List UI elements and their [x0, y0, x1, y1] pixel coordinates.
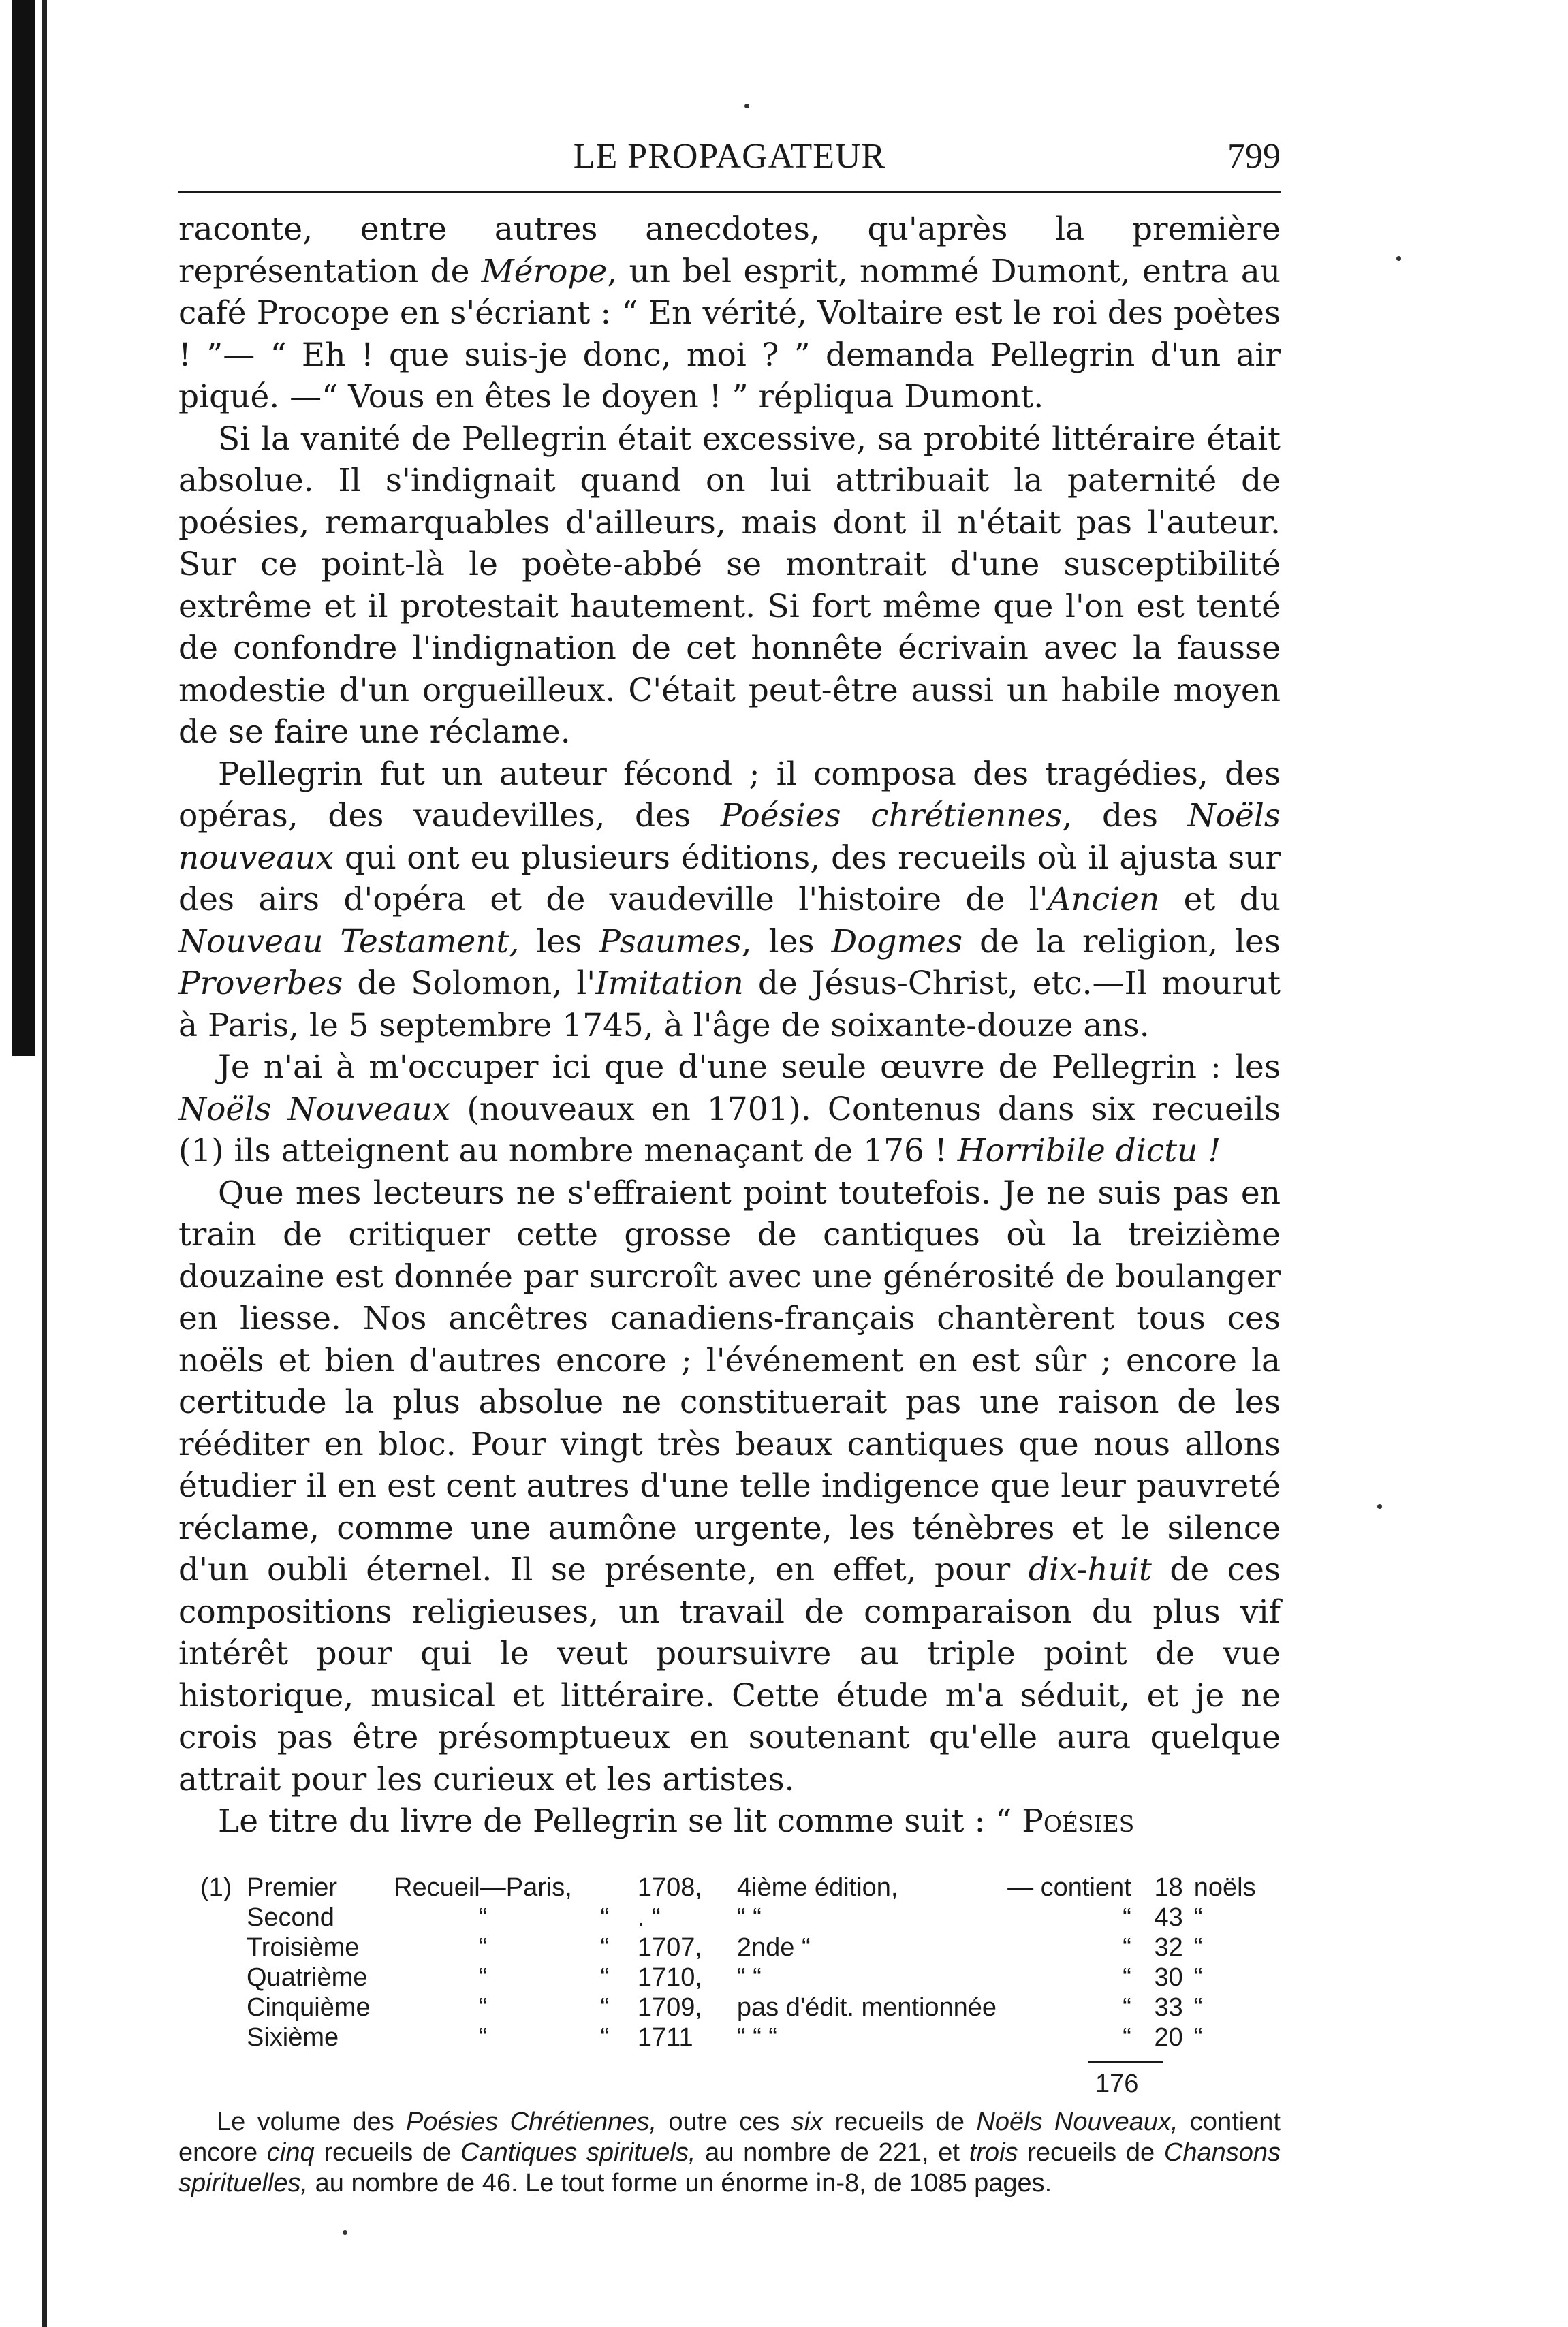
- cell-unit: “: [1193, 1963, 1203, 1992]
- print-speck: [744, 104, 749, 108]
- cell-q2: “: [600, 1903, 610, 1932]
- running-head: [178, 129, 1281, 184]
- paragraph: Pellegrin fut un auteur fécond ; il composa des tragédies, des opéras, des vaudevilles, des Poésies chrétiennes, des Noëls nouveaux qui ont eu plusieurs éditions, des recueils où il ajusta sur des airs d'opéra et de vaudeville l'histoire de l'Ancien et du Nouveau Testament, les Psaumes, les Dogmes de la religion, les Proverbes de Solomon, l'Imitation de Jésus-Christ, etc.—Il mourut à Paris, le 5 septembre 1745, à l'âge de soixante-douze ans.: [178, 755, 1281, 1044]
- cell-q1: “: [478, 2023, 488, 2052]
- cell-date: 1710,: [637, 1963, 702, 1992]
- cell-edition: 2nde “: [736, 1933, 811, 1962]
- cell-mark: [195, 2023, 241, 2052]
- table-row: [195, 1963, 1268, 1993]
- cell-count: 43: [1154, 1903, 1183, 1932]
- cell-name: Second: [247, 1903, 334, 1932]
- article-body: [178, 208, 1281, 1843]
- cell-name: Premier: [247, 1873, 338, 1902]
- cell-edition: “ “: [736, 1963, 762, 1992]
- cell-unit: “: [1193, 1903, 1203, 1932]
- cell-name: Cinquième: [247, 1993, 371, 2022]
- cell-contains: “: [1123, 2023, 1131, 2052]
- table-row: [195, 1993, 1268, 2023]
- cell-q2: “: [600, 1963, 610, 1992]
- page: [178, 129, 1281, 2199]
- cell-count: 32: [1154, 1933, 1183, 1962]
- cell-unit: “: [1193, 2023, 1203, 2052]
- print-speck: [1377, 1504, 1382, 1509]
- cell-mark: (1): [200, 1873, 232, 1902]
- cell-mark: [195, 1963, 241, 1993]
- paragraph: Je n'ai à m'occuper ici que d'une seule œuvre de Pellegrin : les Noëls Nouveaux (nouveaux en 1701). Contenus dans six recueils (1) ils atteignent au nombre menaçant de 176 ! Horribile dictu !: [178, 1048, 1281, 1170]
- recueils-table: [195, 1873, 1268, 2052]
- paragraph: Si la vanité de Pellegrin était excessive, sa probité littéraire était absolue. Il s'indignait quand on lui attribuait la paternité de poésies, remarquables d'ailleurs, mais dont il n'était pas l'auteur. Sur ce point-là le poète-abbé se montrait d'une susceptibilité extrême et il protestait hautement. Si fort même que l'on est tenté de confondre l'indignation de cet honnête écrivain avec la fausse modestie d'un orgueilleux. C'était peut-être aussi un habile moyen de se faire une réclame.: [178, 420, 1281, 751]
- paragraph: Le titre du livre de Pellegrin se lit comme suit : “ Poésies: [218, 1802, 1135, 1840]
- paragraph: Que mes lecteurs ne s'effraient point toutefois. Je ne suis pas en train de critiquer cette grosse de cantiques où la treizième douzaine est donnée par surcroît avec une générosité de boulanger en liesse. Nos ancêtres canadiens-français chantèrent tous ces noëls et bien d'autres encore ; l'événement en est sûr ; encore la certitude la plus absolue ne constituerait pas une raison de les rééditer en bloc. Pour vingt très beaux cantiques que nous allons étudier il en est cent autres d'une telle indigence que leur pauvreté réclame, comme une aumône urgente, les ténèbres et le silence d'un oubli éternel. Il se présente, en effet, pour dix-huit de ces compositions religieuses, un travail de comparaison du plus vif intérêt pour qui le veut poursuivre au triple point de vue historique, musical et littéraire. Cette étude m'a séduit, et je ne crois pas être présomptueux en soutenant qu'elle aura quelque attrait pour les curieux et les artistes.: [178, 1174, 1281, 1798]
- cell-name: Quatrième: [247, 1963, 368, 1992]
- total-block: [178, 2052, 1281, 2107]
- cell-q2: “: [600, 1933, 610, 1962]
- table-row: [195, 1933, 1268, 1963]
- binding-shadow: [12, 0, 35, 1056]
- cell-q1: “: [478, 1903, 488, 1932]
- binding-edge-line: [42, 0, 47, 2327]
- cell-edition: 4ième édition,: [736, 1873, 898, 1902]
- total-rule: [1088, 2061, 1163, 2063]
- cell-name: Troisième: [247, 1933, 360, 1962]
- journal-title: LE PROPAGATEUR: [573, 137, 886, 176]
- cell-edition: “ “ “: [736, 2023, 777, 2052]
- cell-date: 1707,: [637, 1933, 702, 1962]
- header-rule: [178, 191, 1281, 193]
- cell-unit: “: [1193, 1933, 1203, 1962]
- cell-date: 1709,: [637, 1993, 702, 2022]
- cell-contains: “: [1123, 1903, 1131, 1932]
- cell-contains: “: [1123, 1993, 1131, 2022]
- cell-date: 1708,: [637, 1873, 702, 1902]
- cell-date: . “: [637, 1903, 661, 1932]
- cell-date: 1711: [637, 2023, 693, 2052]
- cell-name: Sixième: [247, 2023, 339, 2052]
- cell-unit: “: [1193, 1993, 1203, 2022]
- cell-count: 20: [1154, 2023, 1183, 2052]
- cell-contains: — contient: [1007, 1873, 1131, 1902]
- page-number: 799: [1227, 137, 1281, 176]
- cell-count: 30: [1154, 1963, 1183, 1992]
- cell-q2: [578, 1873, 632, 1903]
- cell-contains: “: [1123, 1933, 1131, 1962]
- print-speck: [343, 2230, 347, 2235]
- cell-q1: “: [478, 1963, 488, 1992]
- table-row: [195, 1903, 1268, 1933]
- footnote-note: Le volume des Poésies Chrétiennes, outre ces six recueils de Noëls Nouveaux, contient encore cinq recueils de Cantiques spirituels, au nombre de 221, et trois recueils de Chansons spirituelles, au nombre de 46. Le tout forme un énorme in-8, de 1085 pages.: [178, 2107, 1281, 2198]
- cell-unit: noëls: [1193, 1873, 1256, 1902]
- total-count: 176: [1095, 2069, 1139, 2098]
- table-row: [195, 1873, 1268, 1903]
- cell-mark: [195, 1933, 241, 1963]
- footnote: [178, 1873, 1281, 2199]
- cell-q2: “: [600, 1993, 610, 2022]
- print-speck: [1396, 256, 1401, 261]
- cell-q1: “: [478, 1933, 488, 1962]
- cell-contains: “: [1123, 1963, 1131, 1992]
- cell-count: 33: [1154, 1993, 1183, 2022]
- cell-edition: pas d'édit. mentionnée: [736, 1993, 997, 2022]
- cell-q1: Recueil—Paris,: [394, 1873, 572, 1902]
- paragraph: raconte, entre autres anecdotes, qu'après la première représentation de Mérope, un bel esprit, nommé Dumont, entra au café Procope en s'écriant : “ En vérité, Voltaire est le roi des poètes ! ”— “ Eh ! que suis-je donc, moi ? ” demanda Pellegrin d'un air piqué. —“ Vous en êtes le doyen ! ” répliqua Dumont.: [178, 210, 1281, 416]
- cell-count: 18: [1154, 1873, 1183, 1902]
- cell-edition: “ “: [736, 1903, 762, 1932]
- cell-mark: [195, 1903, 241, 1933]
- cell-q1: “: [478, 1993, 488, 2022]
- cell-q2: “: [600, 2023, 610, 2052]
- table-row: [195, 2023, 1268, 2052]
- cell-mark: [195, 1993, 241, 2023]
